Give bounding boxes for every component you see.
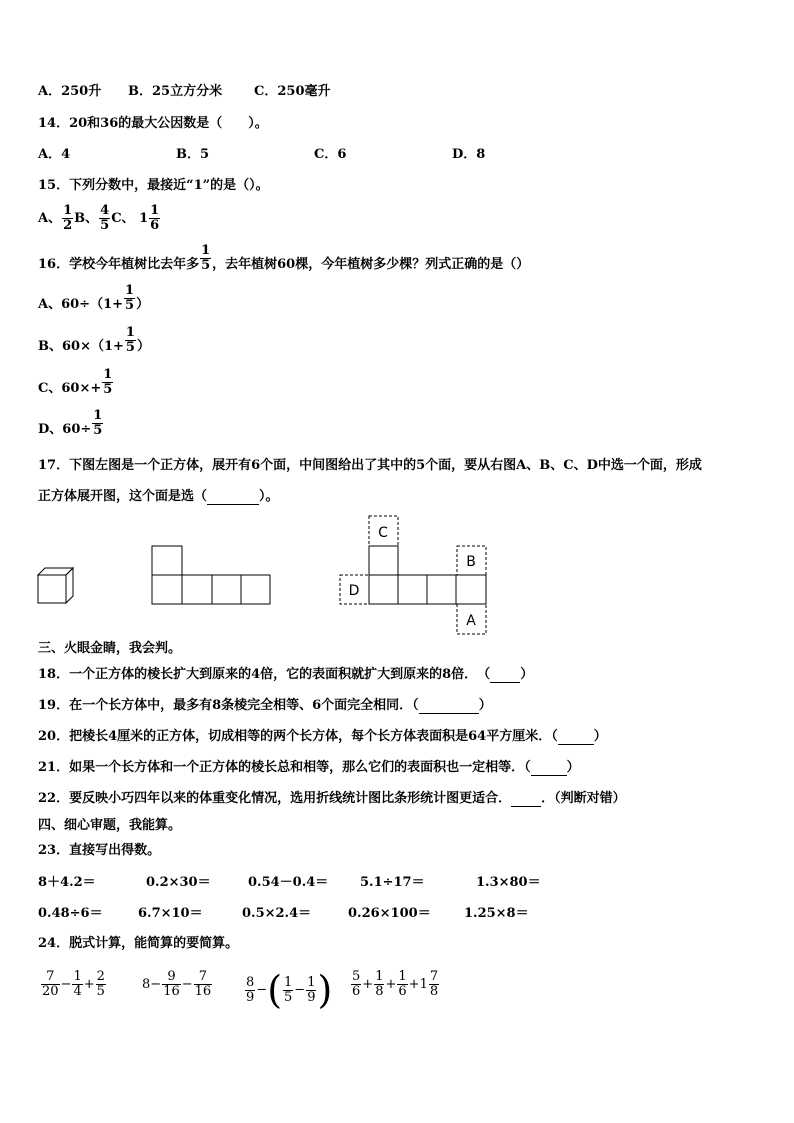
- cube-figure: [38, 568, 73, 603]
- q16-option-c: C、60×+ $\frac{1}{5}$: [38, 367, 113, 397]
- q23-r1-c4: 5.1÷17＝: [360, 875, 425, 890]
- q16-stem: 16．学校今年植树比去年多 $\frac{1}{5}$ ，去年植树60棵，今年植树多少棵？列式正确的是（）: [38, 243, 530, 273]
- face-label-c: C: [378, 525, 388, 541]
- q22-answer-blank[interactable]: [511, 794, 541, 807]
- q23-r1-c5: 1.3×80＝: [476, 875, 541, 890]
- q14-stem: 14．20和36的最大公因数是（ ）。: [38, 116, 268, 131]
- q14-option-c: C．6: [314, 147, 347, 162]
- q19-answer-blank[interactable]: [419, 701, 479, 714]
- q23-r2-c3: 0.5×2.4＝: [242, 906, 312, 921]
- q15-c-label: C、: [111, 211, 135, 226]
- q19: 19．在一个长方体中，最多有8条棱完全相等、6个面完全相同．（ ）: [38, 698, 492, 713]
- face-label-d: D: [348, 583, 360, 599]
- q17-line1: 17．下图左图是一个正方体，展开有6个面，中间图给出了其中的5个面，要从右图A、B、C、D中选一个面，形成: [38, 458, 702, 473]
- q15-stem: 15．下列分数中，最接近“1”的是（）。: [38, 178, 269, 193]
- q15-c-fraction: $\frac{1}{6}$: [150, 203, 160, 233]
- q13-option-a: A．250升: [38, 84, 102, 99]
- q22: 22．要反映小巧四年以来的体重变化情况，选用折线统计图比条形统计图更适合． ．（判断对错）: [38, 791, 626, 806]
- q23-r2-c5: 1.25×8＝: [464, 906, 529, 921]
- q15-a-fraction: $\frac{1}{2}$: [63, 203, 73, 233]
- q23-r2-c2: 6.7×10＝: [138, 906, 203, 921]
- q20: 20．把棱长4厘米的正方体，切成相等的两个长方体，每个长方体表面积是64平方厘米．（ ）: [38, 729, 607, 744]
- q15-options: [38, 204, 161, 233]
- q24-stem: 24．脱式计算，能简算的要简算。: [38, 936, 239, 951]
- section3-heading: 三、火眼金睛，我会判。: [38, 641, 182, 656]
- q24-expression-3: $\frac{8}{9}$ −( $\frac{1}{5}$ − $\frac{1}{9}$ ): [246, 968, 333, 1012]
- q21-answer-blank[interactable]: [531, 763, 567, 776]
- q13-option-b: B．25立方分米: [128, 84, 223, 99]
- choice-net-figure: [340, 516, 486, 634]
- q16-option-a: A、60÷（1+ $\frac{1}{5}$ ）: [38, 283, 150, 313]
- q17-answer-blank[interactable]: [207, 492, 259, 505]
- q18-answer-blank[interactable]: [490, 670, 520, 683]
- q23-r1-c1: 8＋4.2＝: [38, 875, 96, 890]
- q17-line2: 正方体展开图，这个面是选（ ）。: [38, 489, 279, 504]
- q24-expression-2: 8− $\frac{9}{16}$ − $\frac{7}{16}$: [142, 969, 212, 999]
- q20-answer-blank[interactable]: [558, 732, 594, 745]
- face-label-b: B: [466, 554, 476, 570]
- q17-figures: [0, 510, 794, 640]
- q24-expression-4: $\frac{5}{6}$ + $\frac{1}{8}$ + $\frac{1}{6}$ +1 $\frac{7}{8}$: [352, 969, 439, 999]
- q23-r1-c3: 0.54－0.4＝: [248, 875, 329, 890]
- q16-option-d: D、60÷ $\frac{1}{5}$: [38, 408, 103, 438]
- q15-b-label: B、: [74, 211, 99, 226]
- q14-option-b: B．5: [176, 147, 210, 162]
- q23-r1-c2: 0.2×30＝: [146, 875, 211, 890]
- section4-heading: 四、细心审题，我能算。: [38, 818, 182, 833]
- q23-stem: 23．直接写出得数。: [38, 843, 161, 858]
- q16-option-b: B、60×（1+ $\frac{1}{5}$ ）: [38, 325, 150, 355]
- q13-option-c: C．250毫升: [254, 84, 331, 99]
- q15-c-whole: 1: [139, 211, 149, 226]
- q23-r2-c1: 0.48÷6＝: [38, 906, 103, 921]
- q15-a-label: A、: [38, 211, 62, 226]
- q14-option-d: D．8: [452, 147, 486, 162]
- q18: 18．一个正方体的棱长扩大到原来的4倍，它的表面积就扩大到原来的8倍． （ ）: [38, 667, 534, 682]
- q24-expression-1: $\frac{7}{20}$ − $\frac{1}{4}$ + $\frac{2}{5}$: [42, 969, 105, 999]
- q14-option-a: A．4: [38, 147, 71, 162]
- q23-r2-c4: 0.26×100＝: [348, 906, 431, 921]
- face-label-a: A: [466, 613, 476, 629]
- q21: 21．如果一个长方体和一个正方体的棱长总和相等，那么它们的表面积也一定相等．（ ）: [38, 760, 580, 775]
- partial-net-figure: [152, 546, 270, 604]
- q15-b-fraction: $\frac{4}{5}$: [100, 203, 110, 233]
